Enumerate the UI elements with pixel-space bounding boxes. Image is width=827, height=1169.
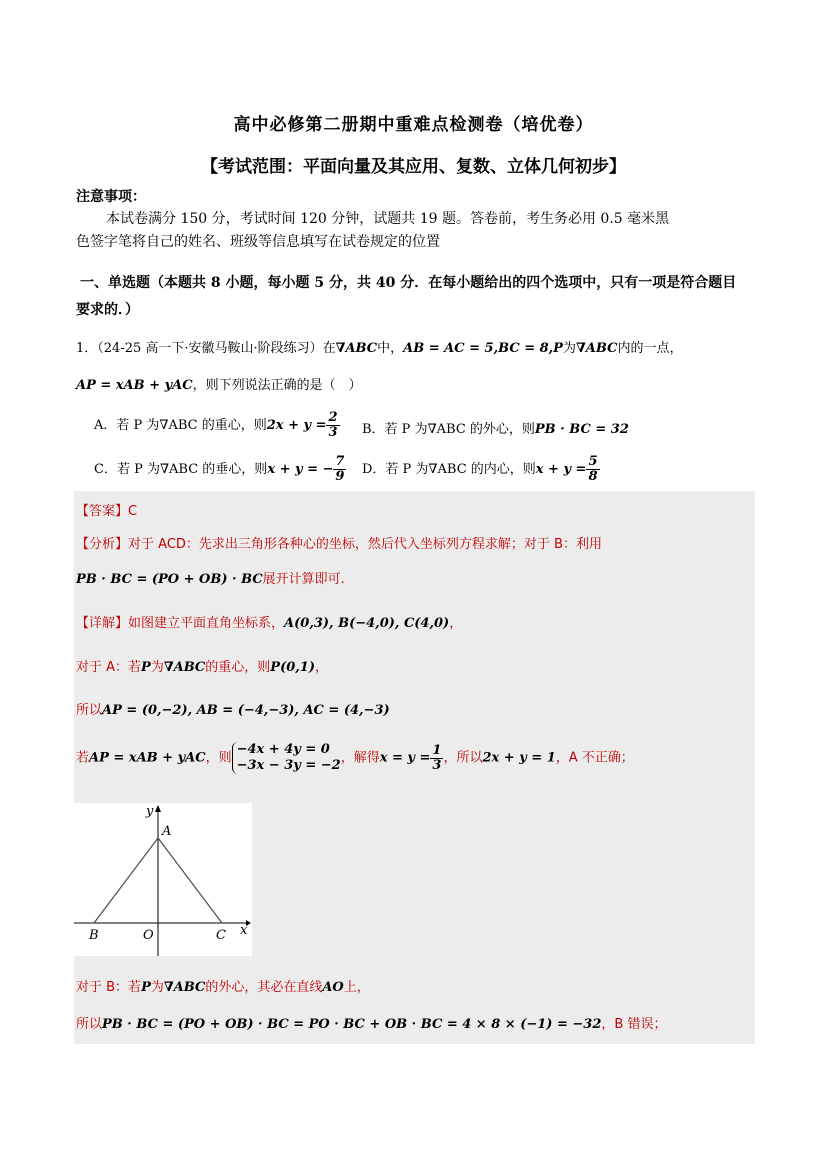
system-vector: AP = xAB + yAC bbox=[89, 750, 206, 766]
option-b-expr: PB · BC = 32 bbox=[534, 422, 629, 437]
option-a-fraction: $\frac{2}{3}$ bbox=[328, 410, 338, 440]
option-b-text: B．若 P 为∇ABC 的外心，则 bbox=[362, 422, 535, 437]
analysis-expr-line bbox=[76, 568, 345, 587]
system-line bbox=[76, 742, 634, 774]
question-1-cond2: 为 bbox=[562, 341, 576, 356]
equation-system bbox=[232, 742, 341, 774]
notice-line-1: 本试卷满分 150 分，考试时间 120 分钟，试题共 19 题。答卷前，考生务必用 0.5 毫米黑 bbox=[106, 211, 670, 227]
case-b-text-4: 上， bbox=[343, 980, 370, 995]
case-b-calc-line bbox=[76, 1013, 666, 1032]
case-a-text-4: ， bbox=[315, 660, 329, 675]
question-1-condition: AB = AC = 5,BC = 8,P bbox=[403, 341, 563, 356]
option-d-text: D．若 P 为∇ABC 的内心，则 bbox=[362, 462, 536, 477]
detail-text: 如图建立平面直角坐标系， bbox=[128, 616, 285, 631]
system-result: 2x + y = 1 bbox=[482, 750, 556, 766]
question-1-vector-eq: AP = xAB + yAC bbox=[76, 378, 193, 393]
option-c-text: C．若 P 为∇ABC 的垂心，则 bbox=[94, 462, 268, 477]
vertex-a-label: A bbox=[162, 824, 172, 839]
coordinate-diagram bbox=[74, 803, 252, 956]
answer-line bbox=[76, 500, 137, 519]
analysis-text: 对于 ACD：先求出三角形各种心的坐标，然后代入坐标列方程求解；对于 B：利用 bbox=[128, 537, 602, 552]
option-d[interactable] bbox=[362, 455, 600, 484]
option-c-expr: x + y = − bbox=[267, 462, 334, 477]
question-1-stem bbox=[76, 337, 682, 356]
exam-scope: 【考试范围：平面向量及其应用、复数、立体几何初步】 bbox=[201, 157, 626, 177]
case-a-text-1: 对于 A：若 bbox=[76, 660, 142, 675]
y-axis-label: y bbox=[146, 804, 154, 819]
system-xy: x = y = bbox=[379, 750, 431, 766]
case-b-text-2: 为 bbox=[150, 980, 164, 995]
side-ab bbox=[94, 838, 158, 923]
case-b-text-1: 对于 B：若 bbox=[76, 980, 142, 995]
vector-values: AP = (0,−2), AB = (−4,−3), AC = (4,−3) bbox=[102, 703, 390, 718]
case-b-calc-prefix: 所以 bbox=[76, 1017, 103, 1032]
option-b[interactable] bbox=[362, 418, 629, 437]
detail-label: 【详解】 bbox=[76, 616, 129, 631]
coordinate-diagram-svg bbox=[74, 803, 252, 956]
system-fraction: $\frac{1}{3}$ bbox=[432, 742, 442, 773]
option-d-expr: x + y = bbox=[535, 462, 587, 477]
case-a-point: P(0,1) bbox=[270, 660, 315, 675]
detail-coords: A(0,3), B(−4,0), C(4,0) bbox=[284, 616, 450, 631]
vector-values-prefix: 所以 bbox=[76, 703, 103, 718]
option-a[interactable] bbox=[94, 411, 340, 440]
option-d-fraction: $\frac{5}{8}$ bbox=[588, 454, 598, 484]
system-so: ，所以 bbox=[443, 750, 483, 766]
case-a-line bbox=[76, 656, 328, 675]
case-b-verdict: ，B 错误； bbox=[601, 1017, 667, 1032]
equation-2: −3x − 3y = −2 bbox=[236, 758, 341, 773]
vertex-c-label: C bbox=[216, 928, 226, 943]
option-c-fraction: $\frac{7}{9}$ bbox=[335, 454, 345, 484]
x-axis-label: x bbox=[240, 923, 248, 938]
option-a-text: A．若 P 为∇ABC 的重心，则 bbox=[94, 418, 267, 433]
answer-value: C bbox=[128, 504, 138, 519]
triangle-symbol: ∇ABC bbox=[335, 341, 378, 356]
case-a-text-2: 为 bbox=[150, 660, 164, 675]
case-b-triangle: ∇ABC bbox=[163, 980, 206, 995]
case-a-text-3: 的重心，则 bbox=[205, 660, 271, 675]
section-heading-line-1: 一、单选题（本题共 8 小题，每小题 5 分，共 40 分．在每小题给出的四个选项中，只有一项是符合题目 bbox=[80, 275, 737, 291]
analysis-label: 【分析】 bbox=[76, 537, 129, 552]
vertex-b-label: B bbox=[89, 928, 99, 943]
case-a-triangle: ∇ABC bbox=[163, 660, 206, 675]
analysis-line bbox=[76, 533, 602, 552]
case-b-calc: PB · BC = (PO + OB) · BC = PO · BC + OB · BC = 4 × 8 × (−1) = −32 bbox=[102, 1017, 602, 1032]
case-a-P: P bbox=[141, 660, 151, 675]
case-b-line-ao: AO bbox=[322, 980, 344, 995]
origin-label: O bbox=[143, 928, 154, 943]
analysis-expr: PB · BC = (PO + OB) · BC bbox=[76, 572, 263, 587]
notice-heading: 注意事项： bbox=[76, 189, 146, 205]
question-1-ask: ，则下列说法正确的是（ ） bbox=[192, 378, 362, 393]
vector-values-line bbox=[76, 699, 390, 718]
system-then: ，则 bbox=[205, 750, 232, 766]
case-b-P: P bbox=[141, 980, 151, 995]
triangle-symbol-2: ∇ABC bbox=[575, 341, 618, 356]
question-1-prefix: 1．（24-25 高一下·安徽马鞍山·阶段练习）在 bbox=[76, 341, 336, 356]
system-solve: ，解得 bbox=[340, 750, 380, 766]
case-b-line bbox=[76, 976, 370, 995]
option-a-expr: 2x + y = bbox=[266, 418, 327, 433]
question-1-vector-line bbox=[76, 374, 362, 393]
answer-label: 【答案】 bbox=[76, 504, 129, 519]
option-c[interactable] bbox=[94, 455, 346, 484]
question-1-mid: 中， bbox=[377, 341, 404, 356]
notice-line-2: 色签字笔将自己的姓名、班级等信息填写在试卷规定的位置 bbox=[76, 234, 440, 250]
section-heading-line-2: 要求的．） bbox=[76, 302, 139, 318]
y-axis-arrow-icon bbox=[155, 805, 161, 812]
case-b-text-3: 的外心，其必在直线 bbox=[205, 980, 323, 995]
side-ac bbox=[158, 838, 222, 923]
detail-line bbox=[76, 612, 462, 631]
equation-1: −4x + 4y = 0 bbox=[236, 742, 330, 757]
page-title: 高中必修第二册期中重难点检测卷（培优卷） bbox=[233, 115, 594, 135]
system-prefix: 若 bbox=[76, 750, 90, 766]
analysis-tail: 展开计算即可. bbox=[262, 572, 345, 587]
question-1-tail: 内的一点， bbox=[617, 341, 683, 356]
detail-end: ， bbox=[449, 616, 463, 631]
system-verdict: ，A 不正确； bbox=[555, 750, 634, 766]
